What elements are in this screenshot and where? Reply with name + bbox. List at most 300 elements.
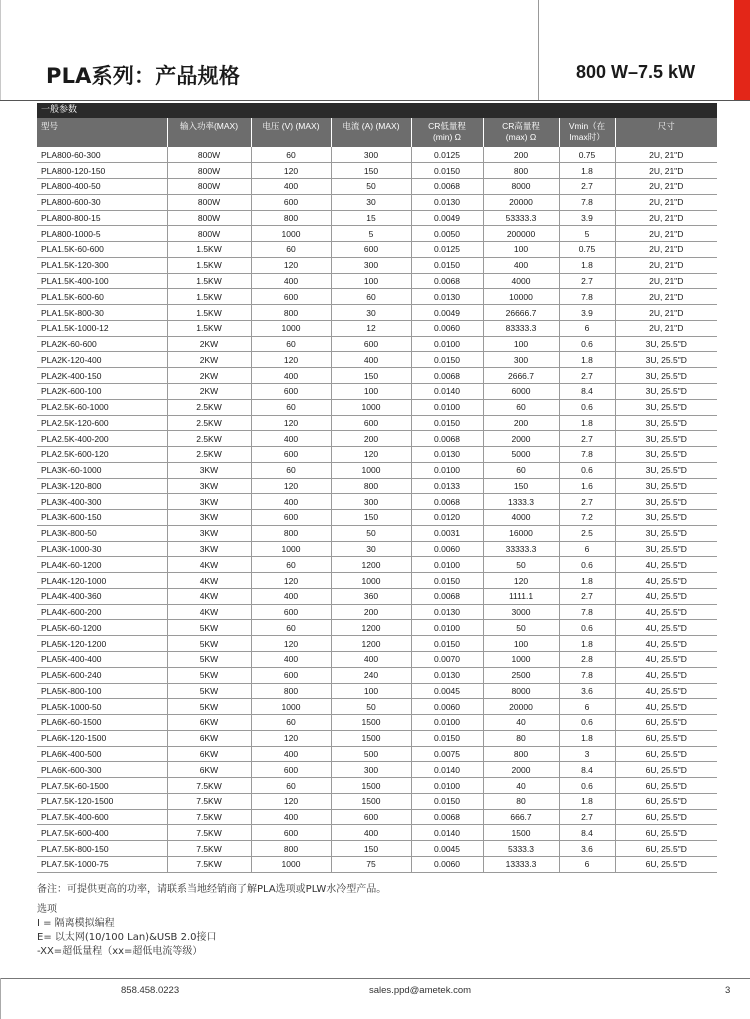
table-cell: 4KW	[167, 557, 251, 573]
table-row	[37, 699, 717, 715]
table-cell: 3KW	[167, 494, 251, 510]
table-cell: 0.0068	[411, 368, 483, 384]
model-cell: PLA4K-400-360	[37, 588, 167, 604]
table-cell: 6U, 25.5"D	[615, 825, 717, 841]
table-cell: 1500	[331, 778, 411, 794]
table-cell: 0.0130	[411, 604, 483, 620]
table-row	[37, 478, 717, 494]
table-cell: 6U, 25.5"D	[615, 730, 717, 746]
table-cell: 60	[251, 147, 331, 163]
table-cell: 2U, 21"D	[615, 320, 717, 336]
table-cell: 2U, 21"D	[615, 242, 717, 258]
model-cell: PLA3K-120-800	[37, 478, 167, 494]
power-range-heading: 800 W–7.5 kW	[576, 62, 696, 82]
table-cell: 6U, 25.5"D	[615, 793, 717, 809]
table-cell: 0.6	[559, 336, 615, 352]
table-cell: 5KW	[167, 652, 251, 668]
table-cell: 5	[331, 226, 411, 242]
table-cell: 600	[251, 383, 331, 399]
table-cell: 1.5KW	[167, 289, 251, 305]
table-cell: 100	[331, 273, 411, 289]
table-cell: 150	[331, 163, 411, 179]
table-cell: 0.75	[559, 242, 615, 258]
table-row	[37, 588, 717, 604]
column-header: 尺寸	[615, 118, 717, 147]
model-cell: PLA2.5K-600-120	[37, 447, 167, 463]
table-cell: 0.0125	[411, 147, 483, 163]
table-cell: 0.6	[559, 715, 615, 731]
table-cell: 1500	[331, 730, 411, 746]
table-cell: 400	[251, 494, 331, 510]
table-cell: 13333.3	[483, 856, 559, 872]
model-cell: PLA1.5K-600-60	[37, 289, 167, 305]
remark-note: 备注：可提供更高的功率，请联系当地经销商了解PLA选项或PLW水冷型产品。	[37, 884, 387, 895]
table-cell: 4U, 25.5"D	[615, 636, 717, 652]
table-cell: 0.0031	[411, 525, 483, 541]
table-cell: 0.0075	[411, 746, 483, 762]
table-cell: 200	[331, 431, 411, 447]
model-cell: PLA7.5K-800-150	[37, 841, 167, 857]
table-cell: 120	[251, 415, 331, 431]
table-cell: 3	[559, 746, 615, 762]
table-cell: 400	[331, 652, 411, 668]
table-cell: 500	[331, 746, 411, 762]
table-cell: 2U, 21"D	[615, 147, 717, 163]
table-cell: 5KW	[167, 699, 251, 715]
table-cell: 400	[483, 257, 559, 273]
option-low-range: -XX=超低量程（xx=超低电流等级）	[37, 946, 203, 957]
table-cell: 800	[483, 163, 559, 179]
table-row	[37, 825, 717, 841]
table-cell: 60	[483, 462, 559, 478]
table-cell: 4KW	[167, 604, 251, 620]
table-cell: 100	[483, 242, 559, 258]
model-cell: PLA2K-600-100	[37, 383, 167, 399]
table-cell: 7.5KW	[167, 793, 251, 809]
table-row	[37, 226, 717, 242]
table-cell: 2KW	[167, 383, 251, 399]
table-cell: 3U, 25.5"D	[615, 383, 717, 399]
table-cell: 4000	[483, 510, 559, 526]
table-cell: 30	[331, 305, 411, 321]
table-cell: 2.5KW	[167, 415, 251, 431]
header-rule	[0, 100, 750, 101]
table-cell: 3U, 25.5"D	[615, 399, 717, 415]
option-isolated: I = 隔离模拟编程	[37, 918, 115, 929]
table-row	[37, 415, 717, 431]
table-row	[37, 494, 717, 510]
table-cell: 8000	[483, 179, 559, 195]
footer-phone: 858.458.0223	[121, 985, 180, 996]
table-cell: 7.5KW	[167, 856, 251, 872]
table-cell: 0.0100	[411, 557, 483, 573]
table-cell: 600	[331, 336, 411, 352]
table-cell: 60	[251, 778, 331, 794]
table-row	[37, 667, 717, 683]
table-row	[37, 179, 717, 195]
table-cell: 50	[331, 525, 411, 541]
table-cell: 800W	[167, 226, 251, 242]
table-cell: 60	[251, 242, 331, 258]
table-cell: 666.7	[483, 809, 559, 825]
table-cell: 2U, 21"D	[615, 210, 717, 226]
table-cell: 100	[331, 683, 411, 699]
table-cell: 0.0100	[411, 715, 483, 731]
table-cell: 4U, 25.5"D	[615, 604, 717, 620]
table-body	[37, 147, 717, 872]
table-cell: 5333.3	[483, 841, 559, 857]
table-cell: 0.0068	[411, 809, 483, 825]
table-cell: 360	[331, 588, 411, 604]
table-cell: 120	[331, 447, 411, 463]
table-cell: 3U, 25.5"D	[615, 462, 717, 478]
table-cell: 6U, 25.5"D	[615, 809, 717, 825]
model-cell: PLA2.5K-400-200	[37, 431, 167, 447]
table-cell: 2666.7	[483, 368, 559, 384]
table-cell: 60	[251, 557, 331, 573]
table-cell: 1.8	[559, 415, 615, 431]
model-cell: PLA1.5K-1000-12	[37, 320, 167, 336]
table-cell: 120	[251, 730, 331, 746]
table-row	[37, 257, 717, 273]
column-header: Vmin（在 Imax时）	[559, 118, 615, 147]
table-cell: 75	[331, 856, 411, 872]
table-cell: 600	[331, 242, 411, 258]
table-cell: 2500	[483, 667, 559, 683]
header-divider	[538, 0, 539, 100]
table-cell: 1.6	[559, 478, 615, 494]
table-cell: 0.0060	[411, 856, 483, 872]
table-cell: 1500	[331, 715, 411, 731]
table-cell: 7.5KW	[167, 841, 251, 857]
table-cell: 2U, 21"D	[615, 163, 717, 179]
table-cell: 2U, 21"D	[615, 194, 717, 210]
table-cell: 300	[331, 257, 411, 273]
table-cell: 6KW	[167, 715, 251, 731]
table-header-row	[37, 118, 717, 147]
column-header: 电流 (A) (MAX)	[331, 118, 411, 147]
model-cell: PLA1.5K-60-600	[37, 242, 167, 258]
table-cell: 1.8	[559, 257, 615, 273]
table-cell: 0.6	[559, 778, 615, 794]
table-cell: 3.6	[559, 841, 615, 857]
table-cell: 2.7	[559, 809, 615, 825]
table-cell: 2.7	[559, 494, 615, 510]
table-row	[37, 320, 717, 336]
table-cell: 800	[251, 683, 331, 699]
table-cell: 3U, 25.5"D	[615, 352, 717, 368]
table-cell: 1000	[483, 652, 559, 668]
table-cell: 83333.3	[483, 320, 559, 336]
footer-email[interactable]: sales.ppd@ametek.com	[369, 985, 472, 996]
table-cell: 40	[483, 778, 559, 794]
table-cell: 15	[331, 210, 411, 226]
table-cell: 1000	[331, 462, 411, 478]
table-row	[37, 462, 717, 478]
model-cell: PLA4K-600-200	[37, 604, 167, 620]
table-cell: 0.0060	[411, 541, 483, 557]
table-cell: 4U, 25.5"D	[615, 652, 717, 668]
footer-left-rule	[0, 978, 1, 1019]
table-cell: 6	[559, 320, 615, 336]
spec-table-container	[37, 103, 717, 873]
table-cell: 0.0060	[411, 320, 483, 336]
table-cell: 0.0070	[411, 652, 483, 668]
table-cell: 0.0068	[411, 273, 483, 289]
table-cell: 3U, 25.5"D	[615, 431, 717, 447]
table-cell: 600	[251, 447, 331, 463]
table-cell: 6KW	[167, 746, 251, 762]
table-cell: 400	[251, 652, 331, 668]
model-cell: PLA5K-1000-50	[37, 699, 167, 715]
table-row	[37, 604, 717, 620]
model-cell: PLA800-400-50	[37, 179, 167, 195]
table-cell: 0.0133	[411, 478, 483, 494]
table-cell: 6KW	[167, 762, 251, 778]
table-cell: 6U, 25.5"D	[615, 762, 717, 778]
table-row	[37, 778, 717, 794]
table-cell: 5KW	[167, 667, 251, 683]
table-cell: 200	[331, 604, 411, 620]
table-cell: 4000	[483, 273, 559, 289]
table-cell: 0.0050	[411, 226, 483, 242]
table-row	[37, 336, 717, 352]
table-cell: 200	[483, 415, 559, 431]
table-cell: 3U, 25.5"D	[615, 368, 717, 384]
table-cell: 0.0100	[411, 620, 483, 636]
table-cell: 120	[251, 257, 331, 273]
table-cell: 12	[331, 320, 411, 336]
table-cell: 16000	[483, 525, 559, 541]
table-row	[37, 242, 717, 258]
table-cell: 600	[251, 289, 331, 305]
table-cell: 1200	[331, 557, 411, 573]
table-cell: 400	[251, 809, 331, 825]
table-row	[37, 399, 717, 415]
table-cell: 2.7	[559, 431, 615, 447]
notes-block	[37, 883, 386, 959]
table-cell: 3.9	[559, 210, 615, 226]
table-cell: 3KW	[167, 541, 251, 557]
table-cell: 0.0150	[411, 730, 483, 746]
model-cell: PLA800-120-150	[37, 163, 167, 179]
table-row	[37, 620, 717, 636]
table-cell: 1.5KW	[167, 273, 251, 289]
table-cell: 0.6	[559, 462, 615, 478]
table-cell: 300	[331, 494, 411, 510]
option-ethernet: E= 以太网(10/100 Lan)&USB 2.0接口	[37, 932, 217, 943]
table-row	[37, 352, 717, 368]
table-cell: 53333.3	[483, 210, 559, 226]
table-cell: 1000	[251, 226, 331, 242]
table-cell: 0.0100	[411, 399, 483, 415]
table-cell: 1.5KW	[167, 242, 251, 258]
table-cell: 3000	[483, 604, 559, 620]
table-cell: 3U, 25.5"D	[615, 336, 717, 352]
table-cell: 6KW	[167, 730, 251, 746]
table-row	[37, 557, 717, 573]
table-cell: 50	[331, 179, 411, 195]
model-cell: PLA3K-800-50	[37, 525, 167, 541]
table-cell: 2.8	[559, 652, 615, 668]
table-cell: 2.7	[559, 368, 615, 384]
table-cell: 3.6	[559, 683, 615, 699]
table-cell: 0.0068	[411, 588, 483, 604]
table-cell: 20000	[483, 194, 559, 210]
table-cell: 400	[251, 588, 331, 604]
table-cell: 8.4	[559, 762, 615, 778]
model-cell: PLA7.5K-60-1500	[37, 778, 167, 794]
table-cell: 4U, 25.5"D	[615, 588, 717, 604]
table-cell: 120	[251, 478, 331, 494]
table-cell: 2.5	[559, 525, 615, 541]
brand-accent-bar	[734, 0, 750, 100]
table-row	[37, 809, 717, 825]
table-cell: 1111.1	[483, 588, 559, 604]
table-cell: 0.0068	[411, 179, 483, 195]
table-cell: 600	[331, 415, 411, 431]
table-cell: 0.0100	[411, 778, 483, 794]
model-cell: PLA6K-120-1500	[37, 730, 167, 746]
table-cell: 2U, 21"D	[615, 179, 717, 195]
table-cell: 0.0130	[411, 667, 483, 683]
table-cell: 3U, 25.5"D	[615, 494, 717, 510]
table-cell: 800W	[167, 194, 251, 210]
table-cell: 3U, 25.5"D	[615, 525, 717, 541]
table-row	[37, 368, 717, 384]
model-cell: PLA7.5K-600-400	[37, 825, 167, 841]
model-cell: PLA4K-60-1200	[37, 557, 167, 573]
table-cell: 7.8	[559, 194, 615, 210]
table-cell: 200	[483, 147, 559, 163]
table-cell: 2U, 21"D	[615, 289, 717, 305]
table-cell: 600	[251, 825, 331, 841]
table-cell: 400	[251, 273, 331, 289]
table-cell: 2000	[483, 431, 559, 447]
model-cell: PLA2K-120-400	[37, 352, 167, 368]
table-cell: 0.0068	[411, 431, 483, 447]
table-cell: 800	[483, 746, 559, 762]
model-cell: PLA4K-120-1000	[37, 573, 167, 589]
table-cell: 6U, 25.5"D	[615, 715, 717, 731]
table-cell: 7.2	[559, 510, 615, 526]
table-cell: 300	[331, 147, 411, 163]
table-cell: 5KW	[167, 636, 251, 652]
table-cell: 120	[251, 352, 331, 368]
table-cell: 50	[331, 699, 411, 715]
table-cell: 7.8	[559, 667, 615, 683]
table-cell: 0.0150	[411, 257, 483, 273]
table-cell: 0.0045	[411, 841, 483, 857]
table-cell: 0.0100	[411, 462, 483, 478]
table-cell: 6U, 25.5"D	[615, 841, 717, 857]
column-header: 电压 (V) (MAX)	[251, 118, 331, 147]
table-cell: 2U, 21"D	[615, 257, 717, 273]
model-cell: PLA5K-120-1200	[37, 636, 167, 652]
table-cell: 1000	[331, 399, 411, 415]
table-row	[37, 541, 717, 557]
footer-rule	[0, 978, 750, 979]
table-cell: 400	[251, 746, 331, 762]
table-cell: 8000	[483, 683, 559, 699]
table-cell: 0.6	[559, 557, 615, 573]
table-cell: 1000	[251, 541, 331, 557]
table-cell: 6	[559, 856, 615, 872]
table-row	[37, 163, 717, 179]
table-cell: 2.7	[559, 179, 615, 195]
table-cell: 400	[331, 825, 411, 841]
table-cell: 1.8	[559, 163, 615, 179]
table-cell: 800W	[167, 163, 251, 179]
model-cell: PLA800-1000-5	[37, 226, 167, 242]
table-cell: 120	[251, 636, 331, 652]
model-cell: PLA5K-60-1200	[37, 620, 167, 636]
table-cell: 100	[331, 383, 411, 399]
table-cell: 2KW	[167, 352, 251, 368]
table-cell: 8.4	[559, 825, 615, 841]
table-cell: 50	[483, 620, 559, 636]
table-cell: 20000	[483, 699, 559, 715]
model-cell: PLA2K-60-600	[37, 336, 167, 352]
table-cell: 0.0125	[411, 242, 483, 258]
table-cell: 60	[251, 399, 331, 415]
table-cell: 400	[251, 431, 331, 447]
table-cell: 2.7	[559, 588, 615, 604]
table-cell: 7.5KW	[167, 778, 251, 794]
table-cell: 0.0150	[411, 163, 483, 179]
table-cell: 50	[483, 557, 559, 573]
table-cell: 2.7	[559, 273, 615, 289]
table-cell: 2.5KW	[167, 399, 251, 415]
table-cell: 400	[331, 352, 411, 368]
table-cell: 33333.3	[483, 541, 559, 557]
spec-table	[37, 118, 717, 873]
model-cell: PLA1.5K-120-300	[37, 257, 167, 273]
table-cell: 6U, 25.5"D	[615, 746, 717, 762]
table-cell: 5KW	[167, 683, 251, 699]
section-title-bar: 一般参数	[37, 103, 717, 118]
table-cell: 60	[251, 336, 331, 352]
table-cell: 1200	[331, 636, 411, 652]
table-cell: 0.0150	[411, 352, 483, 368]
table-cell: 3U, 25.5"D	[615, 415, 717, 431]
table-cell: 240	[331, 667, 411, 683]
table-cell: 30	[331, 194, 411, 210]
table-cell: 150	[331, 510, 411, 526]
table-cell: 2000	[483, 762, 559, 778]
header-left-rule	[0, 0, 1, 100]
table-row	[37, 683, 717, 699]
table-cell: 1.5KW	[167, 305, 251, 321]
table-cell: 0.75	[559, 147, 615, 163]
table-cell: 60	[483, 399, 559, 415]
table-cell: 0.0130	[411, 447, 483, 463]
table-row	[37, 762, 717, 778]
table-cell: 1333.3	[483, 494, 559, 510]
table-cell: 0.0140	[411, 383, 483, 399]
model-cell: PLA7.5K-120-1500	[37, 793, 167, 809]
table-cell: 800W	[167, 210, 251, 226]
table-cell: 60	[331, 289, 411, 305]
table-cell: 0.0130	[411, 194, 483, 210]
table-cell: 600	[331, 809, 411, 825]
table-cell: 800	[251, 525, 331, 541]
table-row	[37, 147, 717, 163]
table-cell: 0.0060	[411, 699, 483, 715]
table-cell: 150	[483, 478, 559, 494]
table-cell: 400	[251, 179, 331, 195]
model-cell: PLA5K-800-100	[37, 683, 167, 699]
